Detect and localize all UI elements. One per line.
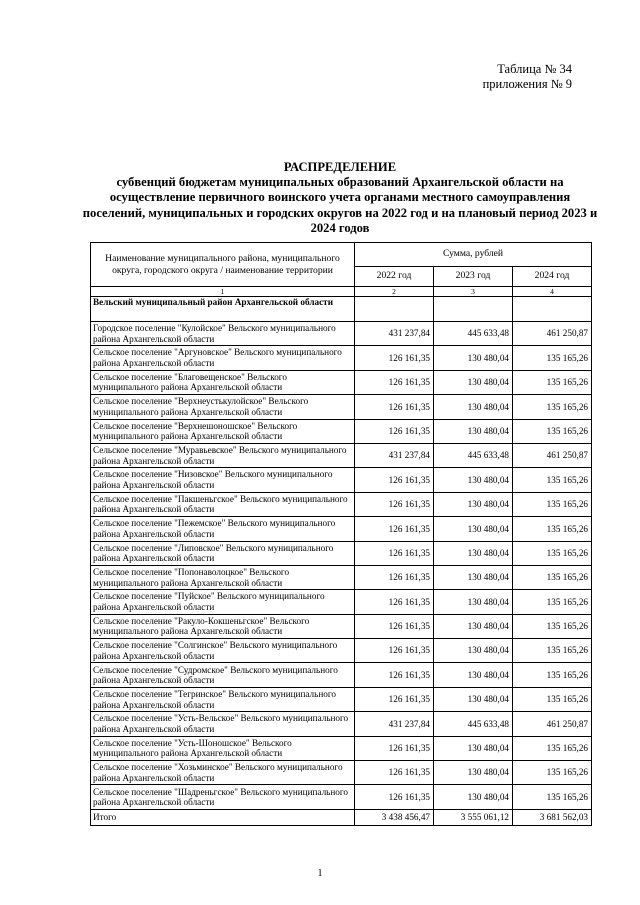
amount-2022: 126 161,35 [355,614,434,638]
amount-2023: 445 633,48 [434,443,513,467]
amount-2022: 126 161,35 [355,492,434,516]
amount-2022: 126 161,35 [355,419,434,443]
table-row [91,346,592,370]
amount-2024: 135 165,26 [513,541,592,565]
total-label: Итого [91,809,355,825]
settlement-name: Сельское поселение "Пакшеньгское" Вельского муниципального района Архангельской области [91,492,355,516]
amount-2023: 445 633,48 [434,712,513,736]
amount-2024: 135 165,26 [513,663,592,687]
amount-2023: 130 480,04 [434,761,513,785]
table-row [91,687,592,711]
header-sum-cell: Сумма, рублей [355,243,592,267]
amount-2022: 126 161,35 [355,395,434,419]
empty-cell [434,297,513,322]
settlement-name: Сельское поселение "Солгинское" Вельского муниципального района Архангельской области [91,639,355,663]
table-row [91,419,592,443]
settlement-name: Сельское поселение "Верхнешоношское" Вельского муниципального района Архангельской области [91,419,355,443]
amount-2022: 126 161,35 [355,590,434,614]
column-number: 3 [434,287,513,297]
settlement-name: Сельское поселение "Усть-Шоношское" Вельского муниципального района Архангельской области [91,736,355,760]
total-2024: 3 681 562,03 [513,809,592,825]
header-year-2023: 2023 год [434,266,513,286]
amount-2023: 130 480,04 [434,492,513,516]
amount-2022: 126 161,35 [355,736,434,760]
amount-2024: 135 165,26 [513,346,592,370]
amount-2022: 431 237,84 [355,322,434,346]
amount-2023: 445 633,48 [434,322,513,346]
amount-2024: 135 165,26 [513,370,592,394]
header-year-2022: 2022 год [355,266,434,286]
empty-cell [355,297,434,322]
settlement-name: Сельское поселение "Низовское" Вельского муниципального района Архангельской области [91,468,355,492]
settlement-name: Сельское поселение "Благовещенское" Вельского муниципального района Архангельской области [91,370,355,394]
amount-2023: 130 480,04 [434,370,513,394]
amount-2023: 130 480,04 [434,785,513,809]
amount-2023: 130 480,04 [434,419,513,443]
table-row [91,322,592,346]
amount-2024: 135 165,26 [513,468,592,492]
settlement-name: Сельское поселение "Аргуновское" Вельского муниципального района Архангельской области [91,346,355,370]
table-row [91,761,592,785]
settlement-name: Сельское поселение "Пуйское" Вельского муниципального района Архангельской области [91,590,355,614]
title-subtitle: субвенций бюджетам муниципальных образований Архангельской области на осуществление первичного воинского учета органами местного самоуправления поселений, муниципальных и городских округов на 2022 год и на плановый период 2023 и 2024 годов [82,175,598,235]
amount-2023: 130 480,04 [434,663,513,687]
column-number: 2 [355,287,434,297]
table-row [91,663,592,687]
title-heading: РАСПРЕДЕЛЕНИЕ [283,160,397,174]
amount-2024: 461 250,87 [513,443,592,467]
table-row [91,541,592,565]
table-row [91,614,592,638]
amount-2024: 135 165,26 [513,614,592,638]
column-number: 4 [513,287,592,297]
amount-2024: 135 165,26 [513,761,592,785]
amount-2022: 431 237,84 [355,712,434,736]
amount-2022: 126 161,35 [355,541,434,565]
settlement-name: Сельское поселение "Муравьевское" Вельского муниципального района Архангельской области [91,443,355,467]
amount-2022: 126 161,35 [355,639,434,663]
amount-2023: 130 480,04 [434,541,513,565]
amount-2023: 130 480,04 [434,614,513,638]
settlement-name: Сельское поселение "Хозьминское" Вельского муниципального района Архангельской области [91,761,355,785]
settlement-name: Сельское поселение "Липовское" Вельского муниципального района Архангельской области [91,541,355,565]
amount-2024: 135 165,26 [513,736,592,760]
page-number: 1 [317,868,323,879]
district-name: Вельский муниципальный район Архангельской области [91,297,355,322]
column-number: 1 [91,287,355,297]
document-title [80,160,600,236]
table-row [91,370,592,394]
amount-2022: 126 161,35 [355,785,434,809]
table-row [91,712,592,736]
amount-2022: 126 161,35 [355,517,434,541]
table-row [91,395,592,419]
header-year-2024: 2024 год [513,266,592,286]
amount-2023: 130 480,04 [434,346,513,370]
total-2022: 3 438 456,47 [355,809,434,825]
settlement-name: Городское поселение "Кулойское" Вельского муниципального района Архангельской области [91,322,355,346]
settlement-name: Сельское поселение "Попонаволоцкое" Вельского муниципального района Архангельской области [91,565,355,589]
amount-2024: 135 165,26 [513,785,592,809]
total-2023: 3 555 061,12 [434,809,513,825]
amount-2022: 126 161,35 [355,565,434,589]
column-number-row [91,287,592,297]
amount-2024: 461 250,87 [513,322,592,346]
amount-2023: 130 480,04 [434,590,513,614]
amount-2024: 135 165,26 [513,565,592,589]
table-row [91,492,592,516]
settlement-name: Сельское поселение "Усть-Вельское" Вельского муниципального района Архангельской области [91,712,355,736]
amount-2023: 130 480,04 [434,468,513,492]
reference-line-2: приложения № 9 [482,77,572,91]
table-row [91,468,592,492]
table-row [91,639,592,663]
amount-2022: 126 161,35 [355,663,434,687]
amount-2024: 461 250,87 [513,712,592,736]
amount-2024: 135 165,26 [513,419,592,443]
distribution-table [90,242,592,826]
settlement-name: Сельское поселение "Ракуло-Кокшеньгское" Вельского муниципального района Архангельской области [91,614,355,638]
settlement-name: Сельское поселение "Верхнеустькулойское" Вельского муниципального района Архангельской области [91,395,355,419]
reference-line-1: Таблица № 34 [497,62,572,76]
amount-2024: 135 165,26 [513,517,592,541]
amount-2024: 135 165,26 [513,687,592,711]
table-row [91,517,592,541]
table-reference [483,62,572,92]
empty-cell [513,297,592,322]
amount-2022: 126 161,35 [355,370,434,394]
amount-2023: 130 480,04 [434,687,513,711]
table-row [91,443,592,467]
amount-2024: 135 165,26 [513,590,592,614]
amount-2022: 126 161,35 [355,761,434,785]
amount-2024: 135 165,26 [513,492,592,516]
district-row [91,297,592,322]
amount-2023: 130 480,04 [434,517,513,541]
amount-2023: 130 480,04 [434,395,513,419]
amount-2022: 126 161,35 [355,468,434,492]
table-row [91,565,592,589]
settlement-name: Сельское поселение "Судромское" Вельского муниципального района Архангельской области [91,663,355,687]
amount-2023: 130 480,04 [434,565,513,589]
amount-2023: 130 480,04 [434,736,513,760]
amount-2022: 126 161,35 [355,346,434,370]
amount-2024: 135 165,26 [513,395,592,419]
settlement-name: Сельское поселение "Шадреньгское" Вельского муниципального района Архангельской области [91,785,355,809]
header-name-cell: Наименование муниципального района, муниципального округа, городского округа / наименование территории [91,243,355,287]
amount-2022: 126 161,35 [355,687,434,711]
settlement-name: Сельское поселение "Тегринское" Вельского муниципального района Архангельской области [91,687,355,711]
table-row [91,736,592,760]
table-row [91,785,592,809]
amount-2022: 431 237,84 [355,443,434,467]
total-row [91,809,592,825]
amount-2024: 135 165,26 [513,639,592,663]
settlement-name: Сельское поселение "Пежемское" Вельского муниципального района Архангельской области [91,517,355,541]
table-row [91,590,592,614]
amount-2023: 130 480,04 [434,639,513,663]
